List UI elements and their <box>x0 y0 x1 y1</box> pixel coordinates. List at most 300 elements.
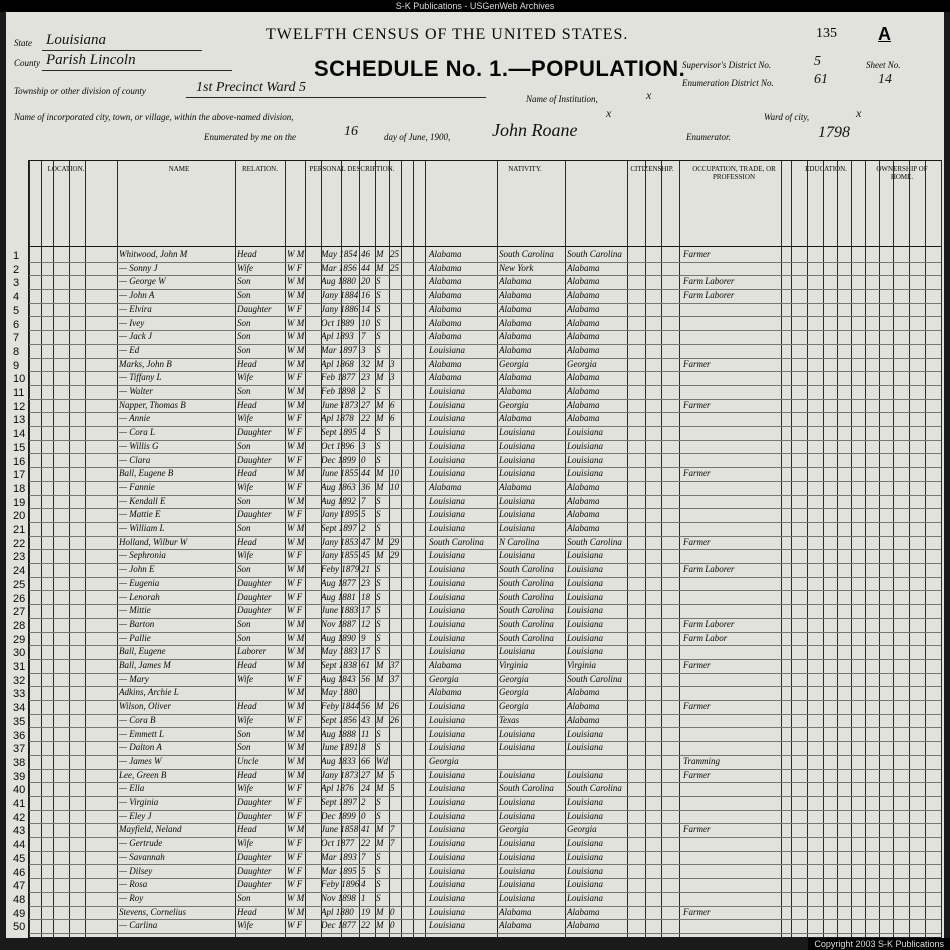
birth-date: Feby 1896 <box>321 879 360 890</box>
mother-birthplace: Louisiana <box>567 865 604 876</box>
person-name: — Tiffany L <box>119 372 162 383</box>
years-married: 10 <box>390 468 399 479</box>
mother-birthplace: Louisiana <box>567 605 604 616</box>
color-sex: W M <box>287 440 305 451</box>
marital-status: M <box>376 481 384 492</box>
person-name: — Dilsey <box>119 865 153 876</box>
birth-date: Apl 1876 <box>321 783 354 794</box>
mother-birthplace: South Carolina <box>567 536 622 547</box>
age: 17 <box>361 646 370 657</box>
color-sex: W F <box>287 413 303 424</box>
row-number: 33 <box>13 688 26 701</box>
person-name: — Elvira <box>119 303 152 314</box>
person-name: — Walter <box>119 386 153 396</box>
color-sex: W M <box>287 660 305 670</box>
table-row <box>13 495 941 509</box>
years-married: 0 <box>390 906 395 917</box>
father-birthplace: South Carolina <box>499 577 554 588</box>
birthplace: Alabama <box>429 358 462 369</box>
father-birthplace: South Carolina <box>499 783 554 794</box>
father-birthplace: Alabama <box>499 481 532 492</box>
incorporated-value: x <box>606 106 612 120</box>
years-married: 3 <box>390 358 395 369</box>
color-sex: W M <box>287 618 305 629</box>
row-number: 6 <box>13 318 20 331</box>
years-married: 25 <box>390 249 399 259</box>
color-sex: W F <box>287 262 303 273</box>
mother-birthplace: Alabama <box>567 481 600 492</box>
row-number: 22 <box>13 537 26 550</box>
age: 1 <box>361 892 366 903</box>
person-name: — John E <box>119 564 155 575</box>
years-married: 29 <box>390 550 399 561</box>
person-name: Wilson, Oliver <box>119 701 171 712</box>
father-birthplace: Alabama <box>499 413 532 424</box>
birthplace: Louisiana <box>429 523 466 533</box>
relation: Son <box>237 564 251 575</box>
marital-status: S <box>376 618 381 629</box>
birthplace: Louisiana <box>429 865 466 876</box>
row-number: 20 <box>13 510 26 523</box>
person-name: Whitwood, John M <box>119 249 188 259</box>
relation: Son <box>237 742 251 753</box>
county-label: County <box>14 58 40 68</box>
birth-date: Sept 1897 <box>321 797 357 807</box>
mother-birthplace: Louisiana <box>567 646 604 657</box>
mother-birthplace: Alabama <box>567 523 600 533</box>
schedule-title: SCHEDULE No. 1.—POPULATION. <box>314 56 686 81</box>
occupation: Farmer <box>683 399 711 410</box>
row-number: 1 <box>13 250 20 262</box>
marital-status: S <box>376 605 381 616</box>
mother-birthplace: Louisiana <box>567 468 604 479</box>
person-name: Holland, Wilbur W <box>119 536 188 547</box>
table-row <box>13 426 941 441</box>
table-row <box>13 577 941 591</box>
age: 22 <box>361 413 370 424</box>
birthplace: Louisiana <box>429 851 466 862</box>
birthplace: Alabama <box>429 331 462 342</box>
person-name: — Savannah <box>119 851 165 862</box>
birthplace: Louisiana <box>429 468 466 479</box>
marital-status: M <box>376 660 384 670</box>
enumerator-signature: John Roane <box>492 120 578 140</box>
birth-date: Aug 1843 <box>321 673 356 684</box>
table-row <box>13 481 941 495</box>
relation: Uncle <box>237 755 259 766</box>
county-value: Parish Lincoln <box>46 52 136 68</box>
mother-birthplace: Louisiana <box>567 564 604 575</box>
occupation: Farmer <box>683 769 711 780</box>
age: 2 <box>361 797 366 807</box>
marital-status: S <box>376 646 381 657</box>
birth-date: Aug 1890 <box>321 632 356 643</box>
row-number: 9 <box>13 359 20 372</box>
birth-date: Jany 1853 <box>321 536 359 547</box>
table-row <box>13 563 941 578</box>
relation: Wife <box>237 481 253 492</box>
age: 47 <box>361 536 370 547</box>
birth-date: Feb 1877 <box>321 372 356 383</box>
father-birthplace: Alabama <box>499 317 532 328</box>
table-row <box>13 399 941 413</box>
age: 66 <box>361 755 370 766</box>
person-name: Ball, Eugene B <box>119 468 174 479</box>
father-birthplace: Louisiana <box>499 865 536 876</box>
table-row <box>13 467 941 482</box>
relation: Daughter <box>237 879 272 890</box>
birth-date: Feb 1898 <box>321 386 356 396</box>
table-row <box>13 823 941 838</box>
years-married: 26 <box>390 714 399 725</box>
relation: Wife <box>237 714 253 725</box>
row-number: 30 <box>13 647 26 660</box>
relation: Son <box>237 331 251 342</box>
row-number: 47 <box>13 880 26 893</box>
color-sex: W M <box>287 290 305 301</box>
person-name: — Emmett L <box>119 728 164 739</box>
mother-birthplace: Louisiana <box>567 769 604 780</box>
marital-status: S <box>376 386 381 396</box>
birthplace: Georgia <box>429 755 459 766</box>
table-row <box>13 289 941 304</box>
birthplace: Louisiana <box>429 838 466 849</box>
col-personal: PERSONAL DESCRIPTION. <box>309 165 395 173</box>
person-name: — Dalton A <box>119 742 162 753</box>
person-name: — Ed <box>119 344 140 355</box>
years-married: 26 <box>390 701 399 712</box>
row-number: 45 <box>13 852 26 865</box>
table-row <box>13 796 941 810</box>
table-row <box>13 769 941 783</box>
birth-date: Sept 1856 <box>321 714 357 725</box>
color-sex: W M <box>287 728 305 739</box>
row-number: 18 <box>13 482 26 495</box>
marital-status: M <box>376 920 384 931</box>
table-row <box>13 728 941 742</box>
table-row <box>13 741 941 756</box>
age: 44 <box>361 468 370 479</box>
birthplace: Louisiana <box>429 632 466 643</box>
age: 5 <box>361 865 366 876</box>
relation: Wife <box>237 262 253 273</box>
relation: Wife <box>237 372 253 383</box>
person-name: — Annie <box>119 413 151 424</box>
birthplace: South Carolina <box>429 536 484 547</box>
birth-date: Feby 1844 <box>321 701 360 712</box>
father-birthplace: Louisiana <box>499 851 536 862</box>
relation: Wife <box>237 673 253 684</box>
relation: Son <box>237 344 251 355</box>
row-number: 13 <box>13 414 26 427</box>
table-row <box>13 851 941 865</box>
age: 43 <box>361 714 370 725</box>
birth-date: Apl 1878 <box>321 413 354 424</box>
father-birthplace: Louisiana <box>499 728 536 739</box>
age: 12 <box>361 618 370 629</box>
row-number: 14 <box>13 428 26 441</box>
col-location: LOCATION. <box>47 165 85 173</box>
mother-birthplace: Louisiana <box>567 591 604 602</box>
col-relation: RELATION. <box>242 165 278 173</box>
person-name: — Cora B <box>119 714 156 725</box>
row-number: 48 <box>13 893 26 906</box>
birthplace: Louisiana <box>429 605 466 616</box>
birthplace: Alabama <box>429 303 462 314</box>
row-number: 36 <box>13 729 26 742</box>
relation: Head <box>237 399 257 410</box>
birth-date: Jany 1884 <box>321 290 359 301</box>
age: 2 <box>361 386 366 396</box>
occupation: Farmer <box>683 468 711 479</box>
birth-date: Jany 1855 <box>321 550 359 561</box>
color-sex: W F <box>287 673 303 684</box>
copyright-footer: Copyright 2003 S-K Publications <box>808 938 950 950</box>
table-row <box>13 686 941 701</box>
father-birthplace: South Carolina <box>499 618 554 629</box>
age: 10 <box>361 317 370 328</box>
father-birthplace: Louisiana <box>499 810 536 821</box>
father-birthplace: Louisiana <box>499 646 536 657</box>
marital-status: M <box>376 838 384 849</box>
table-row <box>13 865 941 879</box>
marital-status: M <box>376 468 384 479</box>
birth-date: Dec 1899 <box>321 810 356 821</box>
father-birthplace: Alabama <box>499 344 532 355</box>
table-row <box>13 248 941 262</box>
relation: Daughter <box>237 427 272 438</box>
state-value: Louisiana <box>46 32 107 48</box>
birth-date: Aug 1833 <box>321 755 356 766</box>
row-number: 17 <box>13 469 26 482</box>
father-birthplace: Alabama <box>499 276 532 287</box>
age: 46 <box>361 249 370 259</box>
birth-date: Nov 1898 <box>321 892 356 903</box>
table-row <box>13 385 941 399</box>
birthplace: Louisiana <box>429 769 466 780</box>
table-row <box>13 782 941 797</box>
mother-birthplace: Alabama <box>567 413 600 424</box>
person-name: Ball, James M <box>119 660 171 670</box>
table-row <box>13 810 941 824</box>
color-sex: W M <box>287 399 305 410</box>
father-birthplace: Virginia <box>499 660 528 670</box>
color-sex: W M <box>287 344 305 355</box>
birth-date: Nov 1887 <box>321 618 356 629</box>
relation: Daughter <box>237 865 272 876</box>
ward-label: Ward of city, <box>764 112 810 122</box>
marital-status: M <box>376 249 384 259</box>
marital-status: S <box>376 454 381 465</box>
relation: Wife <box>237 920 253 931</box>
age: 4 <box>361 427 366 438</box>
marital-status: M <box>376 372 384 383</box>
relation: Son <box>237 618 251 629</box>
age: 16 <box>361 290 370 301</box>
father-birthplace: Alabama <box>499 303 532 314</box>
color-sex: W F <box>287 509 303 520</box>
marital-status: M <box>376 550 384 561</box>
row-number: 11 <box>13 387 25 399</box>
marital-status: S <box>376 591 381 602</box>
age: 8 <box>361 742 366 753</box>
age: 22 <box>361 920 370 931</box>
color-sex: W M <box>287 906 305 917</box>
father-birthplace: Alabama <box>499 906 532 917</box>
years-married: 5 <box>390 783 395 794</box>
marital-status: S <box>376 303 381 314</box>
birthplace: Louisiana <box>429 714 466 725</box>
age: 0 <box>361 810 366 821</box>
marital-status: Wd <box>376 755 388 766</box>
mother-birthplace: Alabama <box>567 344 600 355</box>
age: 14 <box>361 303 370 314</box>
birth-date: Sept 1897 <box>321 523 357 533</box>
table-row <box>13 303 941 317</box>
color-sex: W F <box>287 481 303 492</box>
marital-status: S <box>376 523 381 533</box>
row-number: 41 <box>13 798 26 810</box>
relation: Son <box>237 386 251 396</box>
incorporated-label: Name of incorporated city, town, or village, within the above-named division, <box>14 112 294 122</box>
ward-value: x <box>856 106 862 120</box>
father-birthplace: Louisiana <box>499 440 536 451</box>
relation: Daughter <box>237 591 272 602</box>
birthplace: Louisiana <box>429 797 466 807</box>
mother-birthplace: Louisiana <box>567 440 604 451</box>
supervisor-label: Supervisor's District No. <box>682 60 772 70</box>
enumerator-label: Enumerator. <box>686 132 731 142</box>
color-sex: W F <box>287 372 303 383</box>
person-name: — Clara <box>119 454 151 465</box>
color-sex: W F <box>287 550 303 561</box>
birth-date: Aug 1863 <box>321 481 356 492</box>
mother-birthplace: Louisiana <box>567 797 604 807</box>
table-row <box>13 632 941 646</box>
birth-date: Jany 1895 <box>321 509 359 520</box>
row-number: 3 <box>13 277 20 290</box>
birth-date: May 1854 <box>321 249 358 259</box>
row-number: 8 <box>13 345 20 358</box>
relation: Daughter <box>237 454 272 465</box>
occupation: Farmer <box>683 536 711 547</box>
age: 27 <box>361 769 370 780</box>
birthplace: Louisiana <box>429 591 466 602</box>
years-married: 25 <box>390 262 399 273</box>
color-sex: W M <box>287 564 305 575</box>
color-sex: W M <box>287 632 305 643</box>
marital-status: M <box>376 358 384 369</box>
person-name: Lee, Green B <box>119 769 167 780</box>
page-letter: A <box>878 24 891 44</box>
birth-date: Apl 1880 <box>321 906 354 917</box>
census-sheet <box>6 12 944 938</box>
color-sex: W F <box>287 810 303 821</box>
father-birthplace: Georgia <box>499 687 529 698</box>
birthplace: Louisiana <box>429 344 466 355</box>
father-birthplace: Georgia <box>499 701 529 712</box>
relation: Head <box>237 249 257 259</box>
person-name: — Mittie <box>119 605 151 616</box>
table-row <box>13 645 941 660</box>
row-number: 50 <box>13 921 26 934</box>
mother-birthplace: Alabama <box>567 687 600 698</box>
birth-date: Mar 1895 <box>321 865 357 876</box>
age: 9 <box>361 632 366 643</box>
row-number: 32 <box>13 674 26 687</box>
marital-status: S <box>376 879 381 890</box>
row-number: 37 <box>13 743 26 756</box>
years-married: 7 <box>390 838 395 849</box>
relation: Daughter <box>237 509 272 520</box>
birth-date: Mar 1897 <box>321 344 357 355</box>
years-married: 6 <box>390 413 395 424</box>
table-row <box>13 755 941 769</box>
table-row <box>13 700 941 715</box>
color-sex: W F <box>287 838 303 849</box>
person-name: Adkins, Archie L <box>119 687 179 698</box>
col-occupation: OCCUPATION, TRADE, OR PROFESSION <box>692 165 776 181</box>
birthplace: Louisiana <box>429 824 466 835</box>
age: 3 <box>361 344 366 355</box>
relation: Wife <box>237 413 253 424</box>
table-row <box>13 878 941 893</box>
years-married: 10 <box>390 481 399 492</box>
table-row <box>13 358 941 372</box>
mother-birthplace: Louisiana <box>567 728 604 739</box>
relation: Daughter <box>237 797 272 807</box>
person-name: — William L <box>119 523 165 533</box>
row-number: 24 <box>13 565 26 578</box>
birthplace: Louisiana <box>429 495 466 506</box>
person-name: Marks, John B <box>119 358 172 369</box>
color-sex: W M <box>287 742 305 753</box>
years-married: 37 <box>390 673 399 684</box>
mother-birthplace: Alabama <box>567 399 600 410</box>
census-title: TWELFTH CENSUS OF THE UNITED STATES. <box>266 26 629 43</box>
birthplace: Louisiana <box>429 550 466 561</box>
row-number: 4 <box>13 291 20 304</box>
relation: Head <box>237 358 257 369</box>
color-sex: W M <box>287 769 305 780</box>
table-row <box>13 659 941 673</box>
age: 20 <box>361 276 370 287</box>
years-married: 3 <box>390 372 395 383</box>
birth-date: Sept 1838 <box>321 660 357 670</box>
color-sex: W F <box>287 427 303 438</box>
birth-date: Oct 1889 <box>321 317 355 328</box>
birth-date: Aug 1881 <box>321 591 356 602</box>
birthplace: Louisiana <box>429 728 466 739</box>
row-number: 38 <box>13 756 26 769</box>
color-sex: W M <box>287 824 305 835</box>
marital-status: S <box>376 797 381 807</box>
mother-birthplace: Alabama <box>567 920 600 931</box>
relation: Head <box>237 824 257 835</box>
occupation: Farmer <box>683 906 711 917</box>
father-birthplace: South Carolina <box>499 591 554 602</box>
marital-status: S <box>376 344 381 355</box>
occupation: Farmer <box>683 824 711 835</box>
mother-birthplace: Alabama <box>567 290 600 301</box>
birth-date: Aug 1877 <box>321 577 356 588</box>
age: 24 <box>361 783 370 794</box>
age: 36 <box>361 481 370 492</box>
color-sex: W M <box>287 358 305 369</box>
color-sex: W F <box>287 797 303 807</box>
row-number: 21 <box>13 524 26 536</box>
marital-status: S <box>376 742 381 753</box>
